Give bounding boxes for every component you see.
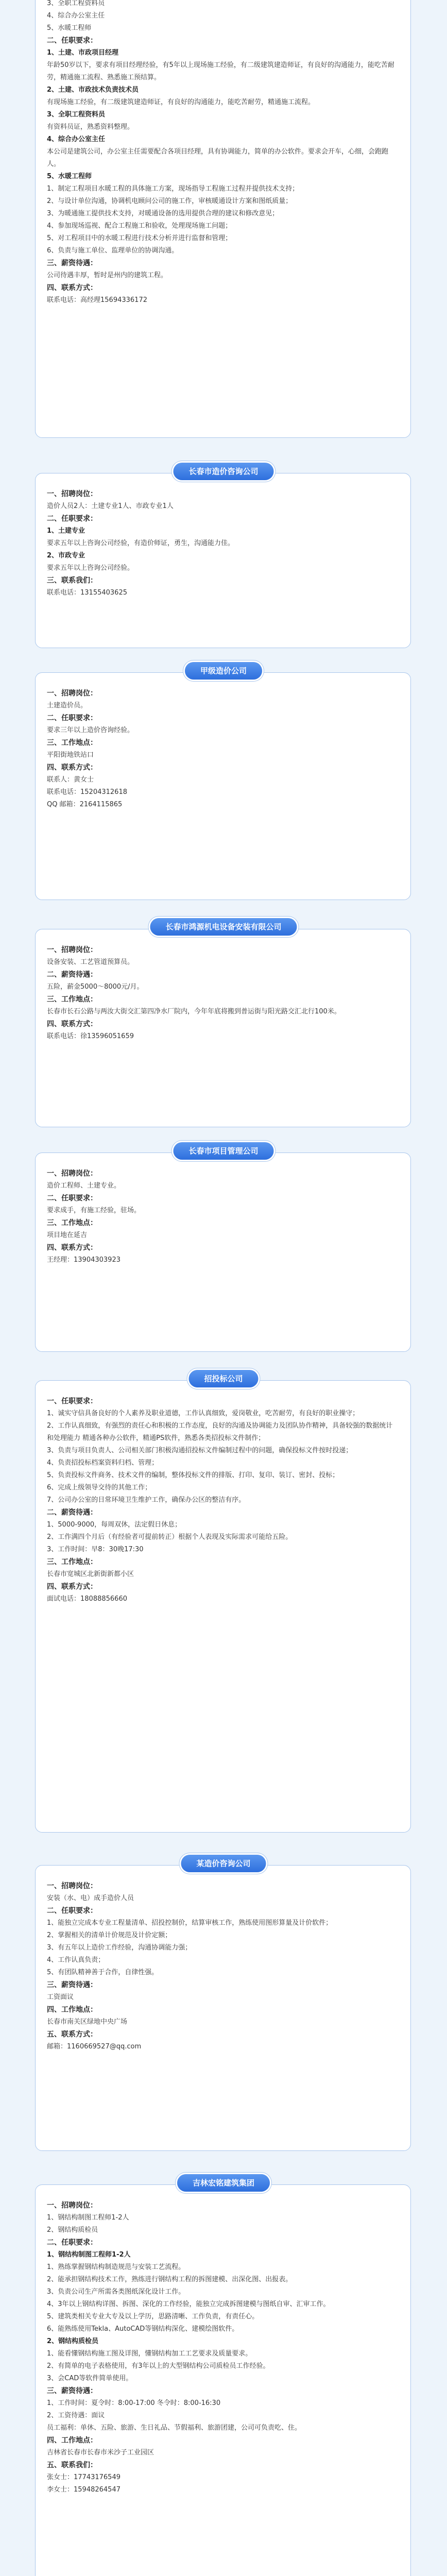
section-heading: 五、联系方式：: [47, 2030, 97, 2039]
section-heading: 三、薪资待遇：: [47, 2387, 97, 2395]
body-text: 联系电话：徐13596051659: [47, 1032, 134, 1040]
section-heading: 二、任职要求：: [47, 714, 97, 722]
company-title-banner: 长春市鸿源机电设备安装有限公司: [150, 918, 297, 936]
body-text: 6、负责与施工单位、监理单位的协调沟通。: [47, 247, 179, 255]
company-title-banner: 长春市项目管理公司: [173, 1142, 273, 1160]
subsection-label: 2、市政专业: [47, 552, 85, 560]
section-heading: 一、任职要求：: [47, 1397, 97, 1405]
body-text: 7、公司办公室的日常环境卫生维护工作，确保办公区的整洁有序。: [47, 1496, 246, 1504]
body-text: 5、建筑类相关专业大专及以上学历，思路清晰、工作负责，有责任心。: [47, 2313, 259, 2320]
body-text: 2、与设计单位沟通，协调机电顾问公司的施工作，审核暖通设计方案和图纸质量；: [47, 197, 293, 205]
body-text: 面试电话：18088856660: [47, 1595, 127, 1603]
company-title-banner: 长春市造价咨询公司: [173, 463, 273, 480]
company-title-banner: 甲级造价公司: [185, 662, 262, 680]
job-card: [35, 1865, 411, 2151]
subsection-label: 1、土建、市政项目经理: [47, 49, 119, 57]
section-heading: 三、工作地点：: [47, 995, 97, 1004]
section-heading: 四、联系方式：: [47, 1244, 97, 1252]
section-heading: 二、薪资待遇：: [47, 1509, 97, 1517]
body-text: 平阳街地铁站口: [47, 751, 94, 759]
body-text: 1、能独立完成本专业工程量清单、招投控制价，结算审核工作，熟练使用图形算量及计价软件；: [47, 1919, 333, 1927]
subsection-label: 2、土建、市政技术负责技术员: [47, 86, 139, 94]
section-heading: 四、联系方式：: [47, 764, 97, 772]
body-text: 工资面议: [47, 1993, 74, 2001]
body-text: 1、钢结构制图工程师1-2人: [47, 2214, 129, 2222]
section-heading: 四、联系方式：: [47, 1020, 97, 1028]
section-heading: 二、任职要求：: [47, 1907, 97, 1915]
section-heading: 一、招聘岗位：: [47, 1170, 97, 1178]
subsection-label: 1、钢结构制图工程师1-2人: [47, 2251, 131, 2259]
subsection-label: 3、全职工程资料员: [47, 111, 106, 118]
body-text: 要求五年以上咨询公司经验。: [47, 564, 134, 572]
job-card: [35, 473, 411, 648]
body-text: 1、熟练掌握钢结构制造规范与安装工艺流程。: [47, 2263, 185, 2271]
body-text: 要求五年以上咨询公司经验，有造价师证，勇生，沟通能力佳。: [47, 539, 235, 547]
section-heading: 一、招聘岗位：: [47, 2201, 97, 2210]
body-text: 长春市宽城区北新街新都小区: [47, 1570, 134, 1578]
body-text: 3、有五年以上造价工作经验，沟通协调能力强；: [47, 1944, 192, 1952]
body-text: 土建造价员。: [47, 702, 88, 709]
body-text: 要求成手，有施工经验，驻场。: [47, 1207, 141, 1214]
body-text: 4、参加现场巡视、配合工程施工和验收，处理现场施工问题；: [47, 222, 232, 230]
body-text: 安装（水、电）成手造价人员: [47, 1894, 134, 1902]
body-text: 有现场施工经验，有二级建筑建造师证，有良好的沟通能力，能吃苦耐劳，精通施工流程。: [47, 98, 315, 106]
body-text: 3、全职工程资料员: [47, 0, 105, 7]
body-text: 联系电话：15204312618: [47, 788, 127, 796]
section-heading: 一、招聘岗位：: [47, 946, 97, 954]
section-heading: 二、任职要求：: [47, 1194, 97, 1202]
section-heading: 三、工作地点：: [47, 1219, 97, 1227]
section-heading: 四、工作地点：: [47, 2006, 97, 2014]
body-text: 3、为暖通施工提供技术支持，对暖通设备的选用提供合理的建议和修改意见；: [47, 210, 279, 217]
body-text: 1、能看懂钢结构施工图及详图，懂钢结构加工工艺要求及质量要求。: [47, 2350, 252, 2358]
subsection-label: 2、钢结构质检员: [47, 2337, 99, 2345]
body-text: 李女士：15948264547: [47, 2486, 121, 2494]
body-text: 6、能熟练使用Tekla、AutoCAD等钢结构深化、建模绘图软件。: [47, 2325, 239, 2333]
body-text: 联系电话：高经理15694336172: [47, 296, 147, 304]
section-heading: 三、工作地点：: [47, 1558, 97, 1566]
body-text: 要求三年以上造价咨询经验。: [47, 726, 134, 734]
section-heading: 四、联系方式：: [47, 284, 97, 292]
subsection-label: 1、土建专业: [47, 527, 85, 535]
body-text: 张女士：17743176549: [47, 2473, 121, 2481]
job-card: [35, 2184, 411, 2576]
body-text: 长春市南关区绿地中央广场: [47, 2018, 128, 2026]
section-heading: 三、薪资待遇：: [47, 259, 97, 267]
subsection-label: 4、综合办公室主任: [47, 135, 106, 143]
body-text: 有资料员证，熟悉资料整理。: [47, 123, 134, 131]
body-text: 年龄50岁以下，要求有项目经理经验，有5年以上现场施工经验，有二级建筑建造师证，有良好的沟通能力，能吃苦耐劳，精通施工流程、熟悉施工预结算。: [47, 61, 394, 81]
body-text: 1、5000-9000，每周双休，法定假日休息；: [47, 1521, 182, 1529]
job-card: [35, 1380, 411, 1833]
body-text: 5、负责投标文件商务、技术文件的编制，整体投标文件的排版、打印、复印、装订、密封、投标；: [47, 1471, 339, 1479]
body-text: 项目地在延吉: [47, 1231, 88, 1239]
section-heading: 二、任职要求：: [47, 37, 97, 45]
body-text: 2、掌握相关的清单计价规范及计价定额；: [47, 1931, 172, 1939]
body-text: 5、水暖工程师: [47, 24, 92, 32]
body-text: 造价工程师、土建专业。: [47, 1182, 121, 1190]
body-text: 2、工作满四个月后（有经验者可提前转正）根据个人表现及实际需求可能给五险。: [47, 1533, 293, 1541]
body-text: 5、有团队精神善于合作，自律性强。: [47, 1969, 159, 1976]
body-text: 邮箱：1160669527@qq.com: [47, 2043, 142, 2050]
section-heading: 一、招聘岗位：: [47, 689, 97, 698]
body-text: 员工福利：单休、五险、旅游、生日礼品、节假福利、旅游团建，公司可负责吃、住。: [47, 2424, 302, 2432]
section-heading: 一、招聘岗位：: [47, 490, 97, 498]
body-text: 5、对工程项目中的水暖工程进行技术分析并进行监督和管理；: [47, 234, 232, 242]
company-title-banner: 某造价咨询公司: [181, 1855, 266, 1872]
body-text: 吉林省长春市长春市米沙子工业园区: [47, 2449, 154, 2456]
body-text: 五险，薪金5000～8000元/月。: [47, 983, 144, 991]
section-heading: 三、联系我们：: [47, 577, 97, 585]
body-text: QQ 邮箱：2164115865: [47, 801, 123, 808]
body-text: 4、综合办公室主任: [47, 12, 105, 20]
section-heading: 四、工作地点：: [47, 2436, 97, 2445]
body-text: 公司待遇丰厚，暂时是州内的建筑工程。: [47, 272, 168, 279]
body-text: 4、工作认真负责；: [47, 1956, 105, 1964]
body-text: 2、工资待遇：面议: [47, 2412, 105, 2419]
job-card: [35, 929, 411, 1127]
body-text: 6、完成上级领导交待的其他工作；: [47, 1484, 152, 1492]
company-title-banner: 招投标公司: [188, 1370, 258, 1387]
section-heading: 三、工作地点：: [47, 739, 97, 747]
section-heading: 二、薪资待遇：: [47, 971, 97, 979]
body-text: 2、钢结构质检员: [47, 2226, 98, 2234]
body-text: 3、负责与项目负责人、公司相关部门积极沟通招投标文件编制过程中的问题，确保投标文件按时投递；: [47, 1447, 353, 1454]
body-text: 造价人员2人：土建专业1人、市政专业1人: [47, 502, 174, 510]
body-text: 2、能承担钢结构技术工作，熟练进行钢结构工程的拆图建模、出深化图、出报表。: [47, 2276, 293, 2283]
body-text: 联系电话：13155403625: [47, 589, 127, 597]
body-text: 1、工作时间：夏令时：8:00-17:00 冬令时：8:00-16:30: [47, 2399, 221, 2407]
body-text: 4、3年以上钢结构详图、拆图、深化的工作经验，能独立完成拆图建模与图纸自审、汇审工作。: [47, 2300, 330, 2308]
section-heading: 二、任职要求：: [47, 515, 97, 523]
body-text: 联系人：黄女士: [47, 776, 94, 784]
body-text: 2、有简单的电子表格使用，有3年以上的大型钢结构公司质检员工作经验。: [47, 2362, 270, 2370]
body-text: 3、会CAD等软件简单使用。: [47, 2375, 133, 2382]
body-text: 1、制定工程项目水暖工程的具体施工方案，现场指导工程施工过程并提供技术支持；: [47, 185, 299, 193]
job-card: [35, 1153, 411, 1352]
body-text: 3、负责公司生产所需各类图纸深化设计工作。: [47, 2288, 185, 2296]
body-text: 1、诚实守信具备良好的个人素养及职业道德，工作认真细致，爱岗敬业，吃苦耐劳，有良好的职业操守；: [47, 1410, 359, 1417]
company-title-banner: 吉林宏铭建筑集团: [177, 2174, 270, 2192]
job-card: [35, 0, 411, 438]
section-heading: 一、招聘岗位：: [47, 1882, 97, 1890]
section-heading: 四、联系方式：: [47, 1583, 97, 1591]
section-heading: 三、薪资待遇：: [47, 1981, 97, 1989]
subsection-label: 5、水暖工程师: [47, 173, 92, 180]
job-card: [35, 672, 411, 900]
body-text: 3、工作时间：早8：30晚17:30: [47, 1546, 144, 1553]
body-text: 2、工作认真细致，有强烈的责任心和积极的工作态度，良好的沟通及协调能力及团队协作精神，具备较强的数据统计和处理能力 精通各种办公软件，精通PS软件，熟悉各类招投标文件制作；: [47, 1422, 393, 1442]
body-text: 王经理：13904303923: [47, 1256, 121, 1264]
body-text: 本公司是建筑公司，办公室主任需要配合各项目经理，具有协调能力，简单的办公软件。要求会开车，心细，会跑跑人。: [47, 148, 389, 168]
body-text: 长春市长石公路与两汝大街交汇第四净水厂院内，今年年底将搬到普运街与阳光路交汇北行100米。: [47, 1008, 341, 1015]
body-text: 设备安装、工艺管道预算员。: [47, 958, 134, 966]
section-heading: 五、联系我们：: [47, 2461, 97, 2469]
body-text: 4、负责招投标档案资料归档、管理；: [47, 1459, 159, 1467]
section-heading: 二、任职要求：: [47, 2239, 97, 2247]
